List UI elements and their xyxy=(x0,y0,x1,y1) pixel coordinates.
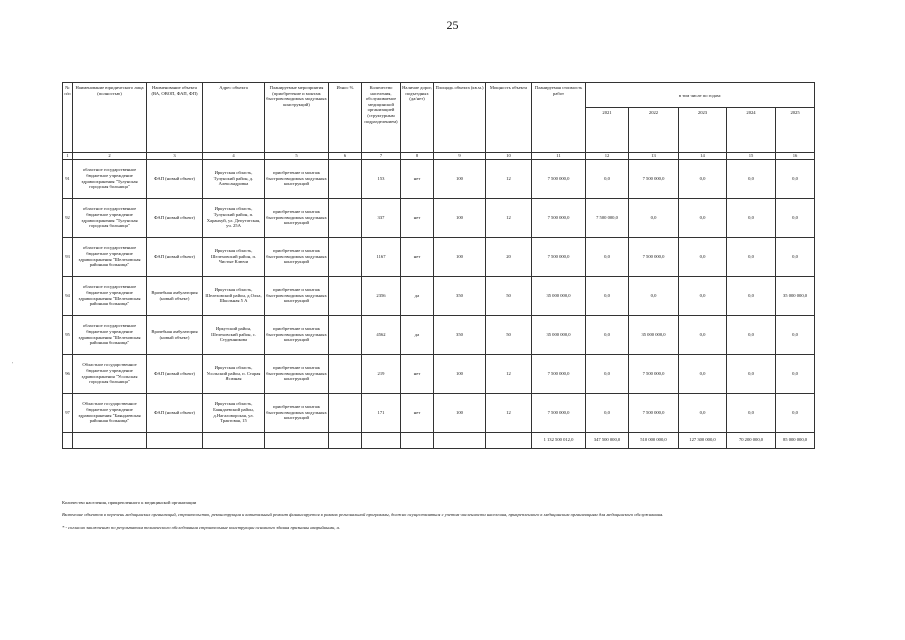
row-year-2024: 0,0 xyxy=(727,315,776,354)
column-number-row xyxy=(63,153,815,160)
row-number: 93 xyxy=(63,237,73,276)
row-area: 100 xyxy=(434,393,486,432)
row-planned-measures: приобретение и монтаж быстровозводимых модульных конструкций xyxy=(265,315,329,354)
row-object: ФАП (новый объект) xyxy=(147,393,203,432)
row-address: Иркутская область, Шелеховский район, п. Чистые Ключи xyxy=(203,237,265,276)
row-area: 350 xyxy=(434,276,486,315)
table-row xyxy=(63,198,815,237)
row-planned-measures: приобретение и монтаж быстровозводимых модульных конструкций xyxy=(265,159,329,198)
footnote-inclusion: Включение объектов в перечень медицинских организаций, строительство, реконструкция и капитальный ремонт финансируется в рамках региональной программы, должно осуществляться с учетом численности населения, прикрепленного к медицинским организациям для медицинского обслуживания. xyxy=(62,512,664,518)
row-year-2025: 0,0 xyxy=(776,315,815,354)
row-organization: областное государственное бюджетное учреждение здравоохранения "Тулунская городская больница" xyxy=(73,198,147,237)
row-object: ФАП (новый объект) xyxy=(147,354,203,393)
column-number: 1 xyxy=(63,153,73,160)
column-number: 3 xyxy=(147,153,203,160)
total-empty-cell xyxy=(73,432,147,448)
row-year-2023: 0,0 xyxy=(679,198,727,237)
page-number: 25 xyxy=(446,18,459,32)
row-year-2021: 0,0 xyxy=(586,159,629,198)
col-header-cost: Планируемая стоимость работ xyxy=(532,83,586,153)
scan-mark: ʹ xyxy=(12,362,14,368)
row-object: ФАП (новый объект) xyxy=(147,237,203,276)
row-area: 100 xyxy=(434,354,486,393)
row-year-2022: 0,0 xyxy=(629,198,679,237)
row-address: Иркутская область, Тулунский район, д. Александровка xyxy=(203,159,265,198)
row-year-2024: 0,0 xyxy=(727,237,776,276)
row-address: Иркутская область, Усольский район, п. Старая Ясачная xyxy=(203,354,265,393)
row-population: 219 xyxy=(362,354,401,393)
row-planned-measures: приобретение и монтаж быстровозводимых модульных конструкций xyxy=(265,276,329,315)
row-cost: 7 500 000,0 xyxy=(532,198,586,237)
row-roads: нет xyxy=(401,393,434,432)
col-header-population: Количество населения, обслуживаемое медицинской организацией (структурным подразделением) xyxy=(362,83,401,153)
column-number: 14 xyxy=(679,153,727,160)
row-capacity: 50 xyxy=(486,315,532,354)
row-roads: нет xyxy=(401,198,434,237)
row-cost: 7 500 000,0 xyxy=(532,393,586,432)
row-cost: 7 500 000,0 xyxy=(532,354,586,393)
row-year-2024: 0,0 xyxy=(727,393,776,432)
column-number: 2 xyxy=(73,153,147,160)
total-empty-cell xyxy=(147,432,203,448)
table-row xyxy=(63,237,815,276)
row-year-2022: 7 500 000,0 xyxy=(629,354,679,393)
total-y2022: 510 000 000,0 xyxy=(629,432,679,448)
row-year-2024: 0,0 xyxy=(727,159,776,198)
row-area: 350 xyxy=(434,315,486,354)
column-number: 4 xyxy=(203,153,265,160)
footnotes xyxy=(62,500,814,537)
row-organization: областное государственное бюджетное учреждение здравоохранения "Шелеховская районная больница" xyxy=(73,237,147,276)
row-organization: Областное государственное бюджетное учреждение здравоохранения "Баяндаевская районная больница" xyxy=(73,393,147,432)
row-area: 100 xyxy=(434,237,486,276)
col-header-years-group: в том числе по годам: xyxy=(586,83,815,108)
row-year-2022: 7 500 000,0 xyxy=(629,237,679,276)
row-number: 97 xyxy=(63,393,73,432)
column-number: 12 xyxy=(586,153,629,160)
row-wear xyxy=(329,354,362,393)
total-empty-cell xyxy=(329,432,362,448)
row-number: 92 xyxy=(63,198,73,237)
row-year-2023: 0,0 xyxy=(679,237,727,276)
total-empty-cell xyxy=(401,432,434,448)
total-cost: 1 132 500 012,0 xyxy=(532,432,586,448)
column-number: 5 xyxy=(265,153,329,160)
total-empty-cell xyxy=(362,432,401,448)
row-organization: областное государственное бюджетное учреждение здравоохранения "Шелеховская районная больница" xyxy=(73,276,147,315)
row-cost: 35 000 000,0 xyxy=(532,315,586,354)
total-empty-cell xyxy=(265,432,329,448)
total-y2021: 347 500 000,0 xyxy=(586,432,629,448)
row-year-2021: 0,0 xyxy=(586,393,629,432)
row-wear xyxy=(329,237,362,276)
col-header-year-2021: 2021 xyxy=(586,108,629,153)
row-organization: областное государственное бюджетное учреждение здравоохранения "Шелеховская районная больница" xyxy=(73,315,147,354)
column-number: 7 xyxy=(362,153,401,160)
row-object: Врачебная амбулатория (новый объект) xyxy=(147,315,203,354)
row-address: Иркутская область, Баяндаевский район, д.Нагаловорская, ул. Трактовая, 15 xyxy=(203,393,265,432)
row-roads: да xyxy=(401,276,434,315)
row-year-2022: 0,0 xyxy=(629,276,679,315)
row-roads: нет xyxy=(401,237,434,276)
row-capacity: 12 xyxy=(486,354,532,393)
row-wear xyxy=(329,276,362,315)
col-header-address: Адрес объекта xyxy=(203,83,265,153)
row-capacity: 12 xyxy=(486,159,532,198)
row-object: Врачебная амбулатория (новый объект) xyxy=(147,276,203,315)
row-year-2023: 0,0 xyxy=(679,393,727,432)
total-y2024: 70 200 000,0 xyxy=(727,432,776,448)
row-year-2025: 35 000 000,0 xyxy=(776,276,815,315)
col-header-organization: Наименование юридического лица (полностью) xyxy=(73,83,147,153)
row-year-2025: 0,0 xyxy=(776,393,815,432)
total-empty-cell xyxy=(203,432,265,448)
row-capacity: 12 xyxy=(486,198,532,237)
row-year-2023: 0,0 xyxy=(679,159,727,198)
total-empty-cell xyxy=(63,432,73,448)
row-area: 100 xyxy=(434,159,486,198)
row-population: 337 xyxy=(362,198,401,237)
row-year-2024: 0,0 xyxy=(727,276,776,315)
table-row xyxy=(63,393,815,432)
row-population: 2356 xyxy=(362,276,401,315)
row-year-2022: 7 500 000,0 xyxy=(629,159,679,198)
total-y2023: 127 300 000,0 xyxy=(679,432,727,448)
row-year-2025: 0,0 xyxy=(776,159,815,198)
col-header-area: Площадь объекта (кв.м.) xyxy=(434,83,486,153)
col-header-capacity: Мощность объекта xyxy=(486,83,532,153)
col-header-wear: Износ % xyxy=(329,83,362,153)
row-number: 94 xyxy=(63,276,73,315)
row-year-2025: 0,0 xyxy=(776,237,815,276)
row-year-2021: 7 500 000,0 xyxy=(586,198,629,237)
row-address: Иркутская область, Тулунский район, п. Харанхуй, ул. Депутатская, уч. 25А xyxy=(203,198,265,237)
col-header-object: Наименование объекта (ВА, ОВОП, ФАП, ФП) xyxy=(147,83,203,153)
row-year-2024: 0,0 xyxy=(727,354,776,393)
row-year-2024: 0,0 xyxy=(727,198,776,237)
row-roads: да xyxy=(401,315,434,354)
column-number: 9 xyxy=(434,153,486,160)
row-organization: областное государственное бюджетное учреждение здравоохранения "Тулунская городская больница" xyxy=(73,159,147,198)
col-header-year-2023: 2023 xyxy=(679,108,727,153)
row-year-2023: 0,0 xyxy=(679,315,727,354)
totals-row xyxy=(63,432,815,448)
col-header-year-2025: 2025 xyxy=(776,108,815,153)
row-population: 1167 xyxy=(362,237,401,276)
row-number: 95 xyxy=(63,315,73,354)
row-object: ФАП (новый объект) xyxy=(147,198,203,237)
column-number: 15 xyxy=(727,153,776,160)
row-cost: 7 500 000,0 xyxy=(532,159,586,198)
row-number: 96 xyxy=(63,354,73,393)
col-header-year-2022: 2022 xyxy=(629,108,679,153)
row-wear xyxy=(329,159,362,198)
row-planned-measures: приобретение и монтаж быстровозводимых модульных конструкций xyxy=(265,354,329,393)
row-year-2022: 7 500 000,0 xyxy=(629,393,679,432)
row-wear xyxy=(329,198,362,237)
row-year-2023: 0,0 xyxy=(679,354,727,393)
row-year-2021: 0,0 xyxy=(586,315,629,354)
column-number: 6 xyxy=(329,153,362,160)
row-number: 91 xyxy=(63,159,73,198)
total-empty-cell xyxy=(486,432,532,448)
row-planned-measures: приобретение и монтаж быстровозводимых модульных конструкций xyxy=(265,198,329,237)
row-object: ФАП (новый объект) xyxy=(147,159,203,198)
row-wear xyxy=(329,315,362,354)
row-planned-measures: приобретение и монтаж быстровозводимых модульных конструкций xyxy=(265,237,329,276)
row-planned-measures: приобретение и монтаж быстровозводимых модульных конструкций xyxy=(265,393,329,432)
footnote-population: Количество населения, прикрепленного к медицинской организации xyxy=(62,500,197,505)
row-organization: Областное государственное бюджетное учреждение здравоохранения "Усольская городская больница" xyxy=(73,354,147,393)
table-row xyxy=(63,276,815,315)
row-cost: 35 000 000,0 xyxy=(532,276,586,315)
row-year-2025: 0,0 xyxy=(776,354,815,393)
col-header-roads: Наличие дорог, подъездных (да/нет) xyxy=(401,83,434,153)
row-capacity: 20 xyxy=(486,237,532,276)
row-year-2021: 0,0 xyxy=(586,354,629,393)
row-population: 4562 xyxy=(362,315,401,354)
row-year-2021: 0,0 xyxy=(586,276,629,315)
row-roads: нет xyxy=(401,354,434,393)
column-number: 8 xyxy=(401,153,434,160)
row-capacity: 50 xyxy=(486,276,532,315)
col-header-planned-measures: Планируемые мероприятия (приобретение и монтаж быстровозводимых модульных конструкций) xyxy=(265,83,329,153)
column-number: 10 xyxy=(486,153,532,160)
row-year-2025: 0,0 xyxy=(776,198,815,237)
table-row xyxy=(63,315,815,354)
col-header-year-2024: 2024 xyxy=(727,108,776,153)
total-y2025: 85 000 000,0 xyxy=(776,432,815,448)
row-wear xyxy=(329,393,362,432)
row-population: 153 xyxy=(362,159,401,198)
column-number: 11 xyxy=(532,153,586,160)
row-population: 171 xyxy=(362,393,401,432)
row-cost: 7 500 000,0 xyxy=(532,237,586,276)
row-year-2022: 35 000 000,0 xyxy=(629,315,679,354)
table-row xyxy=(63,159,815,198)
row-roads: нет xyxy=(401,159,434,198)
table-row xyxy=(63,354,815,393)
column-number: 16 xyxy=(776,153,815,160)
column-number: 13 xyxy=(629,153,679,160)
row-address: Иркутский район, Шелеховский район, с. Студенникова xyxy=(203,315,265,354)
row-year-2021: 0,0 xyxy=(586,237,629,276)
row-capacity: 12 xyxy=(486,393,532,432)
row-year-2023: 0,0 xyxy=(679,276,727,315)
col-header-number: № п/п xyxy=(63,83,73,153)
facilities-table xyxy=(62,82,815,449)
total-empty-cell xyxy=(434,432,486,448)
row-address: Иркутская область, Шелеховский район, д.Олха, Школьная 5 А xyxy=(203,276,265,315)
row-area: 100 xyxy=(434,198,486,237)
footnote-emergency: * - согласно заключению по результатам технического обследования строительные конструкции основного здания признаны аварийными, а. xyxy=(62,524,341,530)
